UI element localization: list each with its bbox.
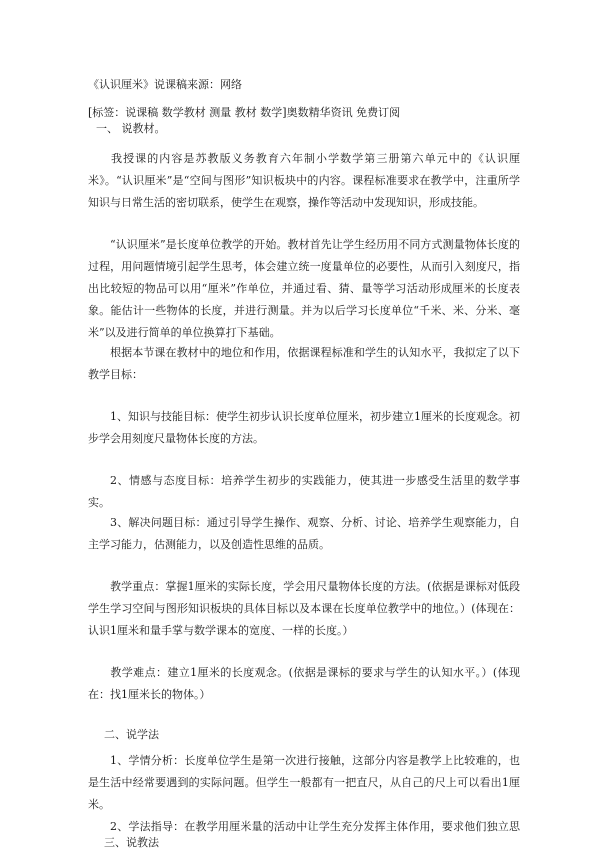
document-title: 《认识厘米》说课稿来源：网络 bbox=[88, 78, 242, 91]
paragraph-key-point: 教学重点：掌握1厘米的实际长度，学会用尺量物体长度的方法。(依据是课标对低段学生学习空间与图形知识板块的具体目标以及本课在长度单位教学中的地位。）(体现在：认识1厘米和量手掌与数学课本的宽度、一样的长度。） bbox=[88, 580, 520, 637]
paragraph-study-guidance: 2、学法指导：在教学用厘米量的活动中让学生充分发挥主体作用，要求他们独立思 bbox=[110, 820, 520, 833]
section-heading-3: 三、说教法 bbox=[104, 836, 159, 849]
paragraph-goals-intro: 根据本节课在教材中的地位和作用，依据课程标准和学生的认知水平，我拟定了以下教学目标： bbox=[88, 346, 520, 381]
paragraph-analysis: “认识厘米”是长度单位教学的开始。教材首先让学生经历用不同方式测量物体长度的过程，用问题情境引起学生思考，体会建立统一度量单位的必要性，从而引入刻度尺，指出比较短的物品可以用“厘米”作单位，并通过看、猜、量等学习活动形成厘米的长度表象。能估计一些物体的长度，并进行测量。并为以后学习长度单位“千米、米、分米、毫米”以及进行简单的单位换算打下基础。 bbox=[88, 238, 520, 339]
paragraph-difficulty: 教学难点：建立1厘米的长度观念。(依据是课标的要求与学生的认知水平。）(体现在：找1厘米长的物体。） bbox=[88, 666, 520, 701]
paragraph-goal-1: 1、知识与技能目标：使学生初步认识长度单位厘米，初步建立1厘米的长度观念。初步学会用刻度尺量物体长度的方法。 bbox=[88, 410, 520, 445]
section-heading-2: 二、说学法 bbox=[104, 728, 159, 741]
paragraph-goal-2: 2、情感与态度目标：培养学生初步的实践能力，使其进一步感受生活里的数学事实。 bbox=[88, 474, 520, 509]
paragraph-goal-3: 3、解决问题目标：通过引导学生操作、观察、分析、讨论、培养学生观察能力，自主学习能力，估测能力，以及创造性思维的品质。 bbox=[88, 516, 520, 551]
tags-line: [标签：说课稿 数学教材 测量 教材 数学]奥数精华资讯 免费订阅 bbox=[88, 106, 401, 119]
paragraph-learner-analysis: 1、学情分析：长度单位学生是第一次进行接触，这部分内容是教学上比较难的，也是生活中经常要遇到的实际问题。但学生一般都有一把直尺，从自己的尺上可以看出1厘米。 bbox=[88, 754, 520, 811]
section-heading-1: 一、 说教材。 bbox=[96, 122, 166, 135]
paragraph-intro: 我授课的内容是苏教版义务教育六年制小学数学第三册第六单元中的《认识厘米》。“认识厘米”是“空间与图形”知识板块中的内容。课程标准要求在教学中，注重所学知识与日常生活的密切联系，使学生在观察，操作等活动中发现知识，形成技能。 bbox=[88, 152, 520, 209]
